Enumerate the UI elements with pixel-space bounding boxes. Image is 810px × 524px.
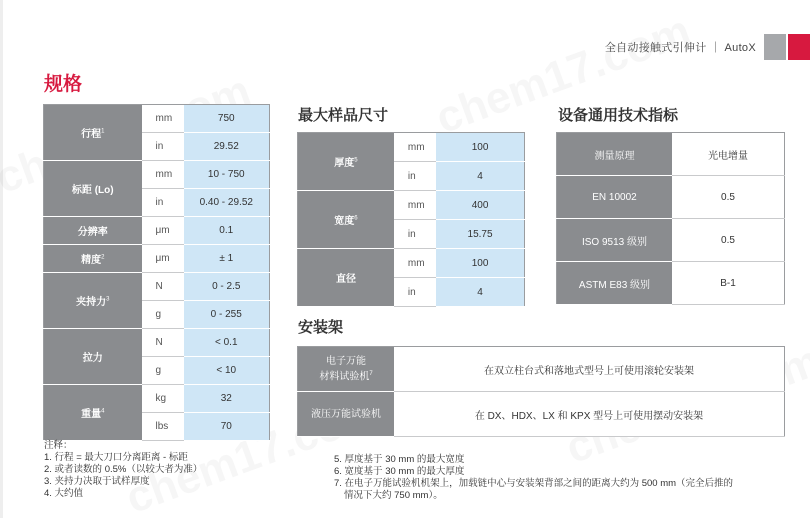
page-title: 规格	[44, 74, 83, 95]
table-row	[298, 392, 785, 437]
tech-table	[556, 132, 785, 305]
note-item: 2. 或者读数的 0.5%（以较大者为准）	[44, 464, 203, 475]
value-cell: 0.1	[184, 217, 270, 245]
table-row	[298, 191, 525, 220]
notes-heading: 注释：	[44, 440, 73, 451]
value-cell: 0 - 2.5	[184, 273, 270, 301]
unit-cell: mm	[142, 105, 184, 133]
table-row	[44, 105, 270, 133]
value-cell: 400	[436, 191, 524, 220]
table-row	[44, 273, 270, 301]
row-label: 液压万能试验机	[298, 392, 395, 437]
note-item: 6. 宽度基于 30 mm 的最大厚度	[334, 466, 465, 477]
note-item: 7. 在电子万能试验机机架上，加载链中心与安装架背部之间的距离大约为 500 mm（完全后推的	[334, 478, 734, 489]
row-label: EN 10002	[557, 176, 673, 219]
unit-cell: in	[142, 133, 184, 161]
row-label: ASTM E83 级别	[557, 262, 673, 305]
value-cell: 4	[436, 162, 524, 191]
unit-cell: g	[142, 357, 184, 385]
value-cell: 100	[436, 249, 524, 278]
table-row	[44, 385, 270, 413]
value-cell: 32	[184, 385, 270, 413]
value-cell: 在双立柱台式和落地式型号上可使用滚轮安装架	[394, 347, 785, 392]
unit-cell: N	[142, 329, 184, 357]
breadcrumb: 全自动接触式引伸计 ｜ AutoX	[604, 42, 756, 54]
unit-cell: in	[394, 220, 436, 249]
value-cell: B-1	[672, 262, 785, 305]
unit-cell: lbs	[142, 413, 184, 441]
table-row	[557, 133, 785, 176]
unit-cell: mm	[394, 133, 436, 162]
value-cell: 4	[436, 278, 524, 307]
page-edge	[0, 0, 3, 518]
unit-cell: in	[142, 189, 184, 217]
unit-cell: mm	[394, 191, 436, 220]
unit-cell: μm	[142, 217, 184, 245]
header-bar	[605, 34, 810, 60]
mount-section-title: 安装架	[298, 319, 344, 336]
notes-left	[44, 440, 202, 500]
table-row	[44, 245, 270, 273]
note-item: 4. 大约值	[44, 488, 84, 499]
row-label: 电子万能 材料试验机$^7$	[298, 347, 395, 392]
row-label: 宽度$^6$	[298, 191, 394, 249]
unit-cell: N	[142, 273, 184, 301]
mount-table	[297, 346, 785, 437]
note-item: 3. 夹持力决取于试样厚度	[44, 476, 150, 487]
row-label: 夹持力$^3$	[44, 273, 142, 329]
value-cell: 10 - 750	[184, 161, 270, 189]
unit-cell: mm	[394, 249, 436, 278]
brand-block-grey	[764, 34, 786, 60]
table-row	[298, 347, 785, 392]
value-cell: 29.52	[184, 133, 270, 161]
note-item: 5. 厚度基于 30 mm 的最大宽度	[334, 454, 465, 465]
value-cell: 在 DX、HDX、LX 和 KPX 型号上可使用摆动安装架	[394, 392, 785, 437]
value-cell: 750	[184, 105, 270, 133]
value-cell: 0.5	[672, 176, 785, 219]
value-cell: < 0.1	[184, 329, 270, 357]
note-item-continuation: 情况下大约 750 mm）。	[344, 490, 443, 501]
value-cell: < 10	[184, 357, 270, 385]
note-item: 1. 行程 = 最大刀口分离距离 - 标距	[44, 452, 188, 463]
table-row	[557, 219, 785, 262]
table-row	[298, 133, 525, 162]
value-cell: ± 1	[184, 245, 270, 273]
row-label: 行程$^1$	[44, 105, 142, 161]
unit-cell: g	[142, 301, 184, 329]
table-row	[44, 161, 270, 189]
unit-cell: mm	[142, 161, 184, 189]
unit-cell: kg	[142, 385, 184, 413]
size-table	[297, 132, 525, 307]
brand-block-red	[788, 34, 810, 60]
table-row	[557, 262, 785, 305]
table-row	[44, 329, 270, 357]
row-label: 标距 (Lo)	[44, 161, 142, 217]
row-label: 直径	[298, 249, 394, 307]
row-label: 分辨率	[44, 217, 142, 245]
value-cell: 15.75	[436, 220, 524, 249]
table-row	[298, 249, 525, 278]
row-label: 厚度$^5$	[298, 133, 394, 191]
table-row	[44, 217, 270, 245]
row-label: ISO 9513 级别	[557, 219, 673, 262]
size-section-title: 最大样品尺寸	[298, 107, 389, 124]
notes-right	[334, 454, 733, 502]
table-row	[557, 176, 785, 219]
spec-table	[43, 104, 270, 441]
value-cell: 70	[184, 413, 270, 441]
value-cell: 0.5	[672, 219, 785, 262]
value-cell: 0.40 - 29.52	[184, 189, 270, 217]
unit-cell: μm	[142, 245, 184, 273]
row-label: 拉力	[44, 329, 142, 385]
value-cell: 100	[436, 133, 524, 162]
row-label: 精度$^2$	[44, 245, 142, 273]
row-label: 重量$^4$	[44, 385, 142, 441]
row-label: 测量原理	[557, 133, 673, 176]
value-cell: 光电增量	[672, 133, 785, 176]
value-cell: 0 - 255	[184, 301, 270, 329]
tech-section-title: 设备通用技术指标	[558, 107, 679, 124]
unit-cell: in	[394, 162, 436, 191]
unit-cell: in	[394, 278, 436, 307]
